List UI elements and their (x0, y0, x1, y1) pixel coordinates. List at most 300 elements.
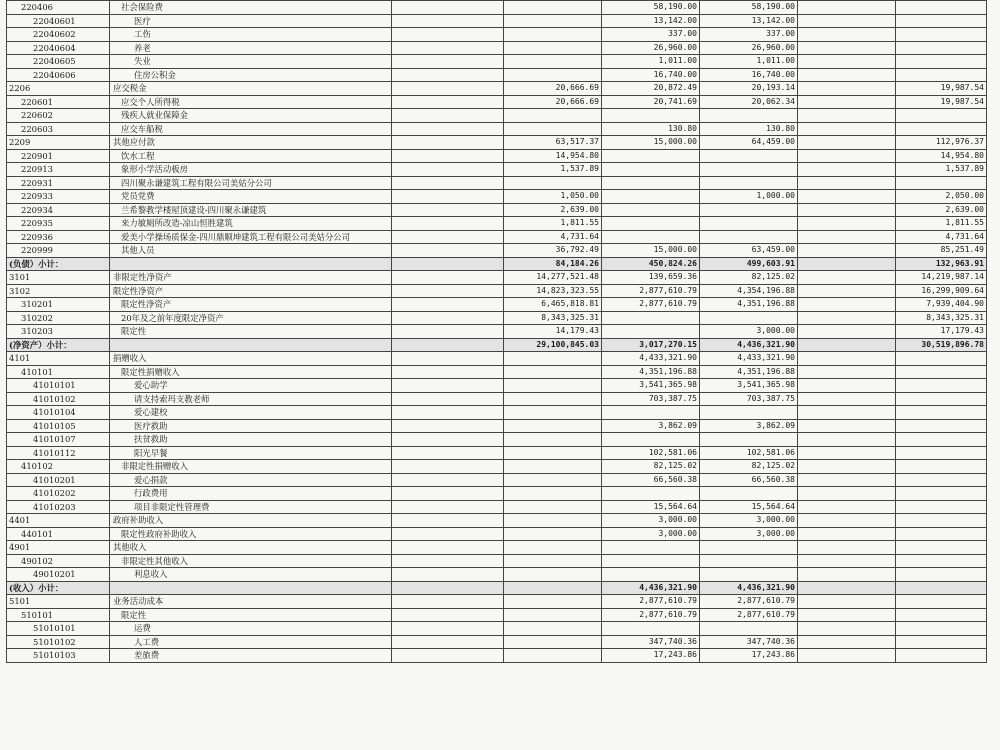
amount-cell (798, 473, 896, 487)
credit-cell: 1,011.00 (700, 55, 798, 69)
account-name-cell: 饮水工程 (110, 149, 392, 163)
debit-cell: 15,564.64 (602, 500, 700, 514)
opening-balance-cell (504, 433, 602, 447)
table-row (7, 460, 987, 474)
debit-cell: 16,740.00 (602, 68, 700, 82)
opening-balance-cell (504, 109, 602, 123)
table-row (7, 514, 987, 528)
amount-cell (798, 419, 896, 433)
debit-cell: 139,659.36 (602, 271, 700, 285)
credit-cell: 58,190.00 (700, 1, 798, 15)
credit-cell: 703,387.75 (700, 392, 798, 406)
credit-cell: 66,560.38 (700, 473, 798, 487)
account-code-cell: 22040606 (7, 68, 110, 82)
amount-cell (392, 635, 504, 649)
amount-cell (392, 581, 504, 595)
amount-cell (798, 406, 896, 420)
credit-cell: 64,459.00 (700, 136, 798, 150)
opening-balance-cell (504, 460, 602, 474)
account-code-cell: 22040601 (7, 14, 110, 28)
account-code-cell: 220936 (7, 230, 110, 244)
debit-cell: 4,433,321.90 (602, 352, 700, 366)
closing-balance-cell (896, 568, 987, 582)
closing-balance-cell (896, 500, 987, 514)
opening-balance-cell: 20,666.69 (504, 95, 602, 109)
credit-cell: 13,142.00 (700, 14, 798, 28)
account-name-cell: 来力敏厕所改造-凉山恒胜建筑 (110, 217, 392, 231)
account-name-cell: 人工费 (110, 635, 392, 649)
closing-balance-cell: 17,179.43 (896, 325, 987, 339)
amount-cell (798, 365, 896, 379)
amount-cell (392, 68, 504, 82)
debit-cell: 1,011.00 (602, 55, 700, 69)
closing-balance-cell (896, 460, 987, 474)
amount-cell (798, 527, 896, 541)
closing-balance-cell: 19,987.54 (896, 95, 987, 109)
account-code-cell: 41010201 (7, 473, 110, 487)
account-code-cell: 3102 (7, 284, 110, 298)
table-row (7, 406, 987, 420)
credit-cell (700, 217, 798, 231)
amount-cell (392, 55, 504, 69)
amount-cell (798, 554, 896, 568)
table-row (7, 82, 987, 96)
account-name-cell: 爱心助学 (110, 379, 392, 393)
amount-cell (392, 338, 504, 352)
debit-cell: 17,243.86 (602, 649, 700, 663)
opening-balance-cell (504, 55, 602, 69)
amount-cell (798, 68, 896, 82)
account-code-cell: 220603 (7, 122, 110, 136)
amount-cell (798, 608, 896, 622)
account-name-cell: 政府补助收入 (110, 514, 392, 528)
closing-balance-cell (896, 392, 987, 406)
closing-balance-cell: 14,219,987.14 (896, 271, 987, 285)
amount-cell (392, 460, 504, 474)
credit-cell: 4,436,321.90 (700, 338, 798, 352)
closing-balance-cell: 2,050.00 (896, 190, 987, 204)
opening-balance-cell: 6,465,818.81 (504, 298, 602, 312)
credit-cell: 130.80 (700, 122, 798, 136)
debit-cell: 130.80 (602, 122, 700, 136)
amount-cell (392, 554, 504, 568)
credit-cell: 3,000.00 (700, 527, 798, 541)
closing-balance-cell (896, 635, 987, 649)
opening-balance-cell: 14,954.80 (504, 149, 602, 163)
opening-balance-cell: 1,537.89 (504, 163, 602, 177)
account-name-cell: 利息收入 (110, 568, 392, 582)
closing-balance-cell (896, 406, 987, 420)
opening-balance-cell (504, 514, 602, 528)
debit-cell: 13,142.00 (602, 14, 700, 28)
credit-cell: 20,193.14 (700, 82, 798, 96)
table-row (7, 311, 987, 325)
account-code-cell: (收入）小计： (7, 581, 110, 595)
opening-balance-cell (504, 68, 602, 82)
opening-balance-cell: 14,277,521.48 (504, 271, 602, 285)
subtotal-row (7, 581, 987, 595)
credit-cell: 82,125.02 (700, 460, 798, 474)
debit-cell: 3,000.00 (602, 514, 700, 528)
closing-balance-cell: 19,987.54 (896, 82, 987, 96)
credit-cell: 15,564.64 (700, 500, 798, 514)
account-name-cell: 其他人员 (110, 244, 392, 258)
table-row (7, 568, 987, 582)
account-code-cell: 41010102 (7, 392, 110, 406)
account-name-cell: 应交税金 (110, 82, 392, 96)
table-row (7, 635, 987, 649)
opening-balance-cell (504, 406, 602, 420)
amount-cell (392, 190, 504, 204)
table-row (7, 41, 987, 55)
credit-cell (700, 109, 798, 123)
account-code-cell: 310202 (7, 311, 110, 325)
account-name-cell: 差旅费 (110, 649, 392, 663)
account-code-cell: 49010201 (7, 568, 110, 582)
credit-cell: 3,541,365.98 (700, 379, 798, 393)
account-code-cell: 5101 (7, 595, 110, 609)
table-row (7, 554, 987, 568)
table-row (7, 190, 987, 204)
amount-cell (798, 55, 896, 69)
debit-cell: 2,877,610.79 (602, 284, 700, 298)
table-row (7, 55, 987, 69)
table-row (7, 649, 987, 663)
debit-cell (602, 190, 700, 204)
amount-cell (392, 325, 504, 339)
account-name-cell: 其他应付款 (110, 136, 392, 150)
table-row (7, 392, 987, 406)
amount-cell (798, 203, 896, 217)
closing-balance-cell (896, 176, 987, 190)
account-code-cell: 22040602 (7, 28, 110, 42)
debit-cell: 2,877,610.79 (602, 298, 700, 312)
account-name-cell: 业务活动成本 (110, 595, 392, 609)
amount-cell (798, 217, 896, 231)
table-row (7, 608, 987, 622)
closing-balance-cell: 132,963.91 (896, 257, 987, 271)
amount-cell (392, 122, 504, 136)
opening-balance-cell: 63,517.37 (504, 136, 602, 150)
amount-cell (392, 514, 504, 528)
account-name-cell: 限定性 (110, 608, 392, 622)
debit-cell: 3,000.00 (602, 527, 700, 541)
amount-cell (798, 244, 896, 258)
table-row (7, 230, 987, 244)
opening-balance-cell: 29,100,845.03 (504, 338, 602, 352)
debit-cell (602, 203, 700, 217)
account-code-cell: 220406 (7, 1, 110, 15)
closing-balance-cell: 7,939,404.90 (896, 298, 987, 312)
debit-cell: 15,000.00 (602, 244, 700, 258)
account-name-cell: 象形小学活动板房 (110, 163, 392, 177)
ledger-sheet (6, 0, 993, 750)
account-code-cell: 51010103 (7, 649, 110, 663)
closing-balance-cell (896, 608, 987, 622)
table-row (7, 365, 987, 379)
account-name-cell: 非限定性净资产 (110, 271, 392, 285)
amount-cell (798, 41, 896, 55)
amount-cell (392, 244, 504, 258)
opening-balance-cell (504, 379, 602, 393)
amount-cell (392, 446, 504, 460)
credit-cell: 82,125.02 (700, 271, 798, 285)
closing-balance-cell (896, 109, 987, 123)
debit-cell: 3,862.09 (602, 419, 700, 433)
account-code-cell: 41010202 (7, 487, 110, 501)
amount-cell (392, 257, 504, 271)
account-code-cell: 41010112 (7, 446, 110, 460)
opening-balance-cell: 2,639.00 (504, 203, 602, 217)
account-code-cell: 4101 (7, 352, 110, 366)
amount-cell (392, 595, 504, 609)
table-row (7, 109, 987, 123)
amount-cell (798, 649, 896, 663)
opening-balance-cell (504, 595, 602, 609)
debit-cell (602, 163, 700, 177)
account-name-cell: 限定性净资产 (110, 298, 392, 312)
credit-cell (700, 433, 798, 447)
account-code-cell: 220601 (7, 95, 110, 109)
account-name-cell: 社会保险费 (110, 1, 392, 15)
table-row (7, 419, 987, 433)
amount-cell (798, 595, 896, 609)
table-row (7, 298, 987, 312)
amount-cell (392, 82, 504, 96)
debit-cell: 66,560.38 (602, 473, 700, 487)
subtotal-row (7, 338, 987, 352)
opening-balance-cell (504, 622, 602, 636)
amount-cell (798, 163, 896, 177)
account-code-cell: 220999 (7, 244, 110, 258)
opening-balance-cell (504, 581, 602, 595)
closing-balance-cell (896, 41, 987, 55)
amount-cell (392, 109, 504, 123)
debit-cell (602, 149, 700, 163)
closing-balance-cell (896, 595, 987, 609)
credit-cell: 337.00 (700, 28, 798, 42)
opening-balance-cell (504, 365, 602, 379)
amount-cell (798, 271, 896, 285)
ledger-table (6, 0, 987, 663)
amount-cell (798, 379, 896, 393)
table-row (7, 473, 987, 487)
credit-cell: 4,351,196.88 (700, 365, 798, 379)
closing-balance-cell: 2,639.00 (896, 203, 987, 217)
amount-cell (392, 541, 504, 555)
closing-balance-cell: 1,811.55 (896, 217, 987, 231)
opening-balance-cell: 20,666.69 (504, 82, 602, 96)
amount-cell (798, 487, 896, 501)
account-name-cell: 限定性捐赠收入 (110, 365, 392, 379)
opening-balance-cell (504, 568, 602, 582)
debit-cell: 2,877,610.79 (602, 608, 700, 622)
debit-cell (602, 325, 700, 339)
debit-cell: 26,960.00 (602, 41, 700, 55)
account-code-cell: 220901 (7, 149, 110, 163)
account-name-cell: 养老 (110, 41, 392, 55)
table-row (7, 284, 987, 298)
amount-cell (392, 271, 504, 285)
credit-cell: 1,000.00 (700, 190, 798, 204)
debit-cell: 4,351,196.88 (602, 365, 700, 379)
amount-cell (798, 635, 896, 649)
amount-cell (392, 500, 504, 514)
table-row (7, 163, 987, 177)
closing-balance-cell: 30,519,896.78 (896, 338, 987, 352)
amount-cell (798, 541, 896, 555)
amount-cell (798, 257, 896, 271)
table-row (7, 28, 987, 42)
account-name-cell (110, 257, 392, 271)
account-name-cell: 非限定性捐赠收入 (110, 460, 392, 474)
credit-cell: 26,960.00 (700, 41, 798, 55)
amount-cell (798, 392, 896, 406)
account-name-cell (110, 338, 392, 352)
closing-balance-cell (896, 122, 987, 136)
credit-cell: 3,862.09 (700, 419, 798, 433)
account-code-cell: (净资产）小计： (7, 338, 110, 352)
amount-cell (392, 14, 504, 28)
account-name-cell: 兰希黎教学楼屋顶建设-四川聚永谦建筑 (110, 203, 392, 217)
debit-cell (602, 230, 700, 244)
opening-balance-cell: 4,731.64 (504, 230, 602, 244)
table-row (7, 352, 987, 366)
account-code-cell: 410101 (7, 365, 110, 379)
amount-cell (392, 176, 504, 190)
amount-cell (798, 14, 896, 28)
debit-cell (602, 406, 700, 420)
account-name-cell: 党员党费 (110, 190, 392, 204)
account-name-cell: 非限定性其他收入 (110, 554, 392, 568)
opening-balance-cell (504, 352, 602, 366)
amount-cell (392, 608, 504, 622)
credit-cell: 3,000.00 (700, 325, 798, 339)
opening-balance-cell (504, 554, 602, 568)
table-row (7, 244, 987, 258)
opening-balance-cell (504, 1, 602, 15)
amount-cell (798, 446, 896, 460)
table-row (7, 122, 987, 136)
account-name-cell: 行政费用 (110, 487, 392, 501)
credit-cell (700, 230, 798, 244)
account-name-cell: 爱心捐款 (110, 473, 392, 487)
amount-cell (798, 568, 896, 582)
credit-cell (700, 176, 798, 190)
credit-cell: 2,877,610.79 (700, 608, 798, 622)
opening-balance-cell (504, 122, 602, 136)
amount-cell (798, 1, 896, 15)
opening-balance-cell (504, 41, 602, 55)
opening-balance-cell (504, 392, 602, 406)
closing-balance-cell (896, 28, 987, 42)
credit-cell (700, 311, 798, 325)
credit-cell (700, 406, 798, 420)
amount-cell (798, 190, 896, 204)
opening-balance-cell: 14,179.43 (504, 325, 602, 339)
closing-balance-cell (896, 473, 987, 487)
credit-cell (700, 554, 798, 568)
amount-cell (798, 514, 896, 528)
debit-cell: 58,190.00 (602, 1, 700, 15)
closing-balance-cell (896, 649, 987, 663)
closing-balance-cell (896, 1, 987, 15)
opening-balance-cell (504, 541, 602, 555)
amount-cell (798, 311, 896, 325)
account-code-cell: 510101 (7, 608, 110, 622)
closing-balance-cell (896, 487, 987, 501)
credit-cell (700, 568, 798, 582)
debit-cell (602, 487, 700, 501)
account-code-cell: 410102 (7, 460, 110, 474)
account-code-cell: 220934 (7, 203, 110, 217)
debit-cell: 102,581.06 (602, 446, 700, 460)
table-row (7, 149, 987, 163)
amount-cell (392, 622, 504, 636)
account-code-cell: 41010203 (7, 500, 110, 514)
credit-cell: 4,436,321.90 (700, 581, 798, 595)
amount-cell (798, 298, 896, 312)
table-row (7, 1, 987, 15)
subtotal-row (7, 257, 987, 271)
account-code-cell: 440101 (7, 527, 110, 541)
account-name-cell: 爱美小学操场质保金-四川鼎顺坤建筑工程有限公司美姑分公司 (110, 230, 392, 244)
account-name-cell: 其他收入 (110, 541, 392, 555)
opening-balance-cell (504, 487, 602, 501)
account-name-cell: 工伤 (110, 28, 392, 42)
credit-cell: 4,354,196.88 (700, 284, 798, 298)
account-code-cell: 220931 (7, 176, 110, 190)
amount-cell (392, 136, 504, 150)
debit-cell: 703,387.75 (602, 392, 700, 406)
credit-cell: 17,243.86 (700, 649, 798, 663)
amount-cell (392, 473, 504, 487)
debit-cell: 20,872.49 (602, 82, 700, 96)
opening-balance-cell (504, 473, 602, 487)
table-row (7, 527, 987, 541)
amount-cell (798, 149, 896, 163)
credit-cell (700, 487, 798, 501)
amount-cell (392, 379, 504, 393)
account-name-cell (110, 581, 392, 595)
closing-balance-cell: 1,537.89 (896, 163, 987, 177)
account-code-cell: 220935 (7, 217, 110, 231)
table-row (7, 541, 987, 555)
account-code-cell: 220602 (7, 109, 110, 123)
account-code-cell: 4401 (7, 514, 110, 528)
table-row (7, 136, 987, 150)
amount-cell (798, 284, 896, 298)
account-code-cell: 41010104 (7, 406, 110, 420)
account-name-cell: 请支持索玛支教老师 (110, 392, 392, 406)
table-row (7, 203, 987, 217)
closing-balance-cell (896, 68, 987, 82)
opening-balance-cell (504, 14, 602, 28)
amount-cell (392, 230, 504, 244)
account-name-cell: 扶贫救助 (110, 433, 392, 447)
opening-balance-cell (504, 527, 602, 541)
amount-cell (392, 284, 504, 298)
amount-cell (392, 352, 504, 366)
closing-balance-cell (896, 554, 987, 568)
table-row (7, 325, 987, 339)
account-name-cell: 医疗救助 (110, 419, 392, 433)
debit-cell: 347,740.36 (602, 635, 700, 649)
amount-cell (392, 95, 504, 109)
amount-cell (798, 95, 896, 109)
debit-cell (602, 568, 700, 582)
amount-cell (392, 298, 504, 312)
